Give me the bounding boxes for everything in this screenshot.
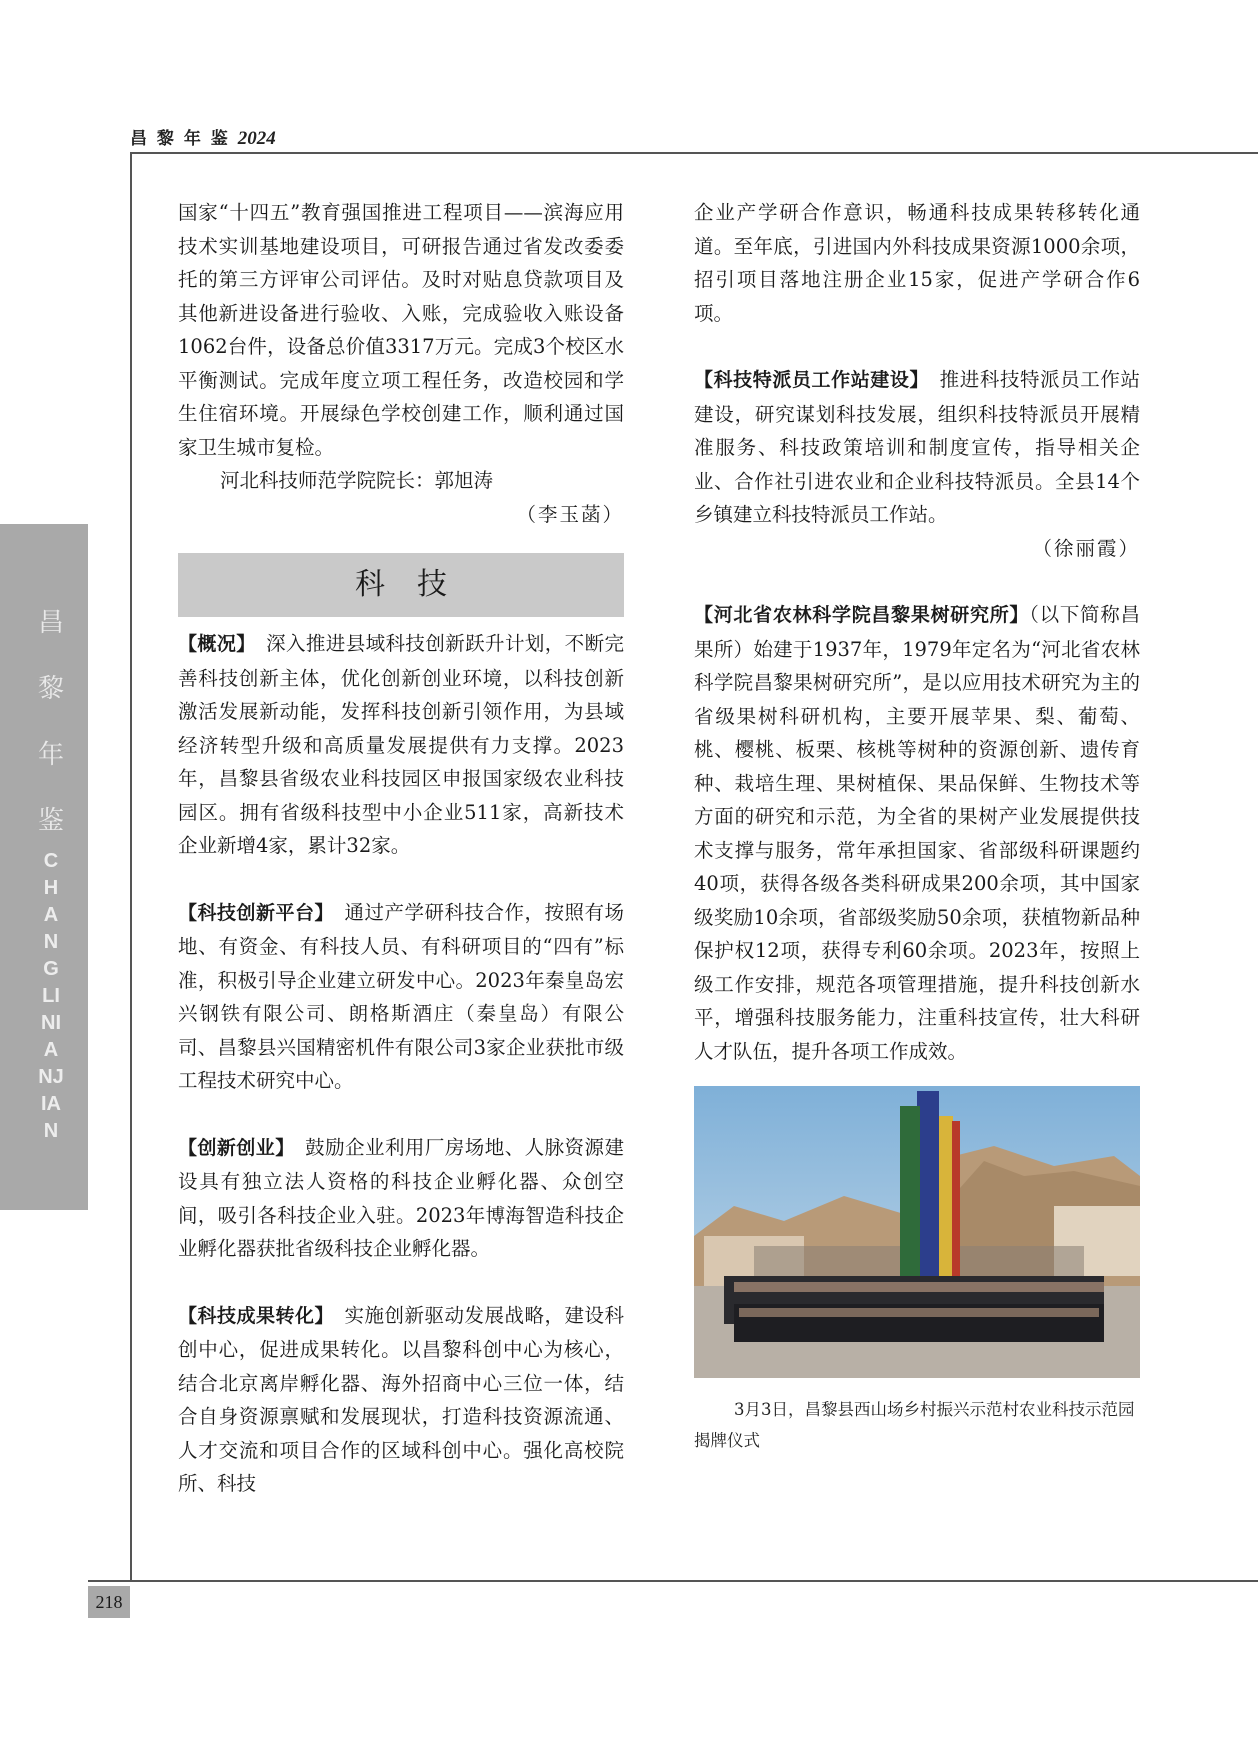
frame-top-rule	[130, 152, 1258, 154]
education-paragraph: 国家“十四五”教育强国推进工程项目——滨海应用技术实训基地建设项目，可研报告通过省发改委委托的第三方评审公司评估。及时对贴息贷款项目及其他新进设备进行验收、入账，完成验收入账设备1062台件，设备总价值3317万元。完成3个校区水平衡测试。完成年度立项工程任务，改造校园和学生住宿环境。开展绿色学校创建工作，顺利通过国家卫生城市复检。	[178, 201, 624, 459]
header-year: 2024	[237, 128, 276, 149]
photo-sign-blue	[917, 1091, 939, 1276]
entry-platform	[178, 896, 624, 1098]
right-column	[694, 196, 1140, 1456]
photo-sign-green	[900, 1106, 920, 1276]
photo-crowd-faces-2	[739, 1308, 1099, 1317]
page-number: 218	[88, 1586, 130, 1618]
entry-startup	[178, 1131, 624, 1266]
photo-caption: 3月3日，昌黎县西山场乡村振兴示范村农业科技示范园揭牌仪式	[694, 1400, 1135, 1450]
section-title-keji: 科技	[178, 553, 624, 617]
side-tab-chinese: 昌黎年鉴	[37, 608, 64, 836]
entry-station	[694, 363, 1140, 532]
author-li: （李玉菡）	[516, 502, 624, 526]
entry-head-platform: 【科技创新平台】	[178, 901, 325, 924]
side-tab-english: CHANGLINIANJIAN	[38, 850, 64, 1142]
transfer-continued: 企业产学研合作意识，畅通科技成果转移转化通道。至年底，引进国内外科技成果资源1000余项，招引项目落地注册企业15家，促进产学研合作6项。	[694, 201, 1140, 325]
entry-head-overview: 【概况】	[178, 633, 247, 655]
entry-body-platform: 通过产学研科技合作，按照有场地、有资金、有科技人员、有科研项目的“四有”标准，积极引导企业建立研发中心。2023年秦皇岛宏兴钢铁有限公司、朗格斯酒庄（秦皇岛）有限公司、昌黎县兴国精密机件有限公司3家企业获批市级工程技术研究中心。	[178, 900, 624, 1092]
entry-institute	[694, 598, 1140, 1068]
author-xu: （徐丽霞）	[1032, 536, 1140, 560]
header-title: 昌 黎 年 鉴	[130, 129, 230, 149]
entry-head-institute: 【河北省农林科学院昌黎果树研究所】	[694, 604, 1030, 626]
photo-sign-red	[952, 1121, 960, 1276]
president-signature: 河北科技师范学院院长：郭旭涛	[220, 469, 494, 492]
entry-overview	[178, 627, 624, 863]
entry-head-transfer: 【科技成果转化】	[178, 1304, 325, 1327]
running-header	[130, 124, 276, 150]
entry-body-startup: 鼓励企业利用厂房场地、人脉资源建设具有独立法人资格的科技企业孵化器、众创空间，吸引各科技企业入驻。2023年博海智造科技企业孵化器获批省级科技企业孵化器。	[178, 1135, 624, 1260]
frame-left-rule	[130, 152, 132, 1580]
entry-head-station: 【科技特派员工作站建设】	[694, 369, 920, 391]
group-photo-illustration	[694, 1086, 1140, 1378]
entry-transfer	[178, 1299, 624, 1501]
entry-body-transfer: 实施创新驱动发展战略，建设科创中心，促进成果转化。以昌黎科创中心为核心，结合北京离岸孵化器、海外招商中心三位一体，结合自身资源禀赋和发展现状，打造科技资源流通、人才交流和项目合作的区域科创中心。强化高校院所、科技	[178, 1303, 624, 1495]
frame-bottom-rule	[88, 1580, 1258, 1582]
group-photo	[694, 1086, 1140, 1378]
entry-body-overview: 深入推进县域科技创新跃升计划，不断完善科技创新主体，优化创新创业环境，以科技创新激活发展新动能，发挥科技创新引领作用，为县域经济转型升级和高质量发展提供有力支撑。2023年，昌黎县省级农业科技园区申报国家级农业科技园区。拥有省级科技型中小企业511家，高新技术企业新增4家，累计32家。	[178, 632, 624, 857]
photo-sign-yellow	[939, 1116, 953, 1276]
entry-head-startup: 【创新创业】	[178, 1136, 286, 1159]
photo-crowd-faces	[734, 1282, 1104, 1292]
entry-body-station: 推进科技特派员工作站建设，研究谋划科技发展，组织科技特派员开展精准服务、科技政策培训和制度宣传，指导相关企业、合作社引进农业和企业科技特派员。全县14个乡镇建立科技特派员工作站。	[694, 368, 1140, 526]
left-column	[178, 196, 624, 1501]
entry-body-institute: （以下简称昌果所）始建于1937年，1979年定名为“河北省农林科学院昌黎果树研究所”，是以应用技术研究为主的省级果树科研机构，主要开展苹果、梨、葡萄、桃、樱桃、板栗、核桃等树种的资源创新、遗传育种、栽培生理、果树植保、果品保鲜、生物技术等方面的研究和示范，为全省的果树产业发展提供技术支撑与服务，常年承担国家、省部级科研课题约40项，获得各级各类科研成果200余项，其中国家级奖励10余项，省部级奖励50余项，获植物新品种保护权12项，获得专利60余项。2023年，按照上级工作安排，规范各项管理措施，提升科技创新水平，增强科技服务能力，注重科技宣传，壮大科研人才队伍，提升各项工作成效。	[694, 603, 1140, 1063]
